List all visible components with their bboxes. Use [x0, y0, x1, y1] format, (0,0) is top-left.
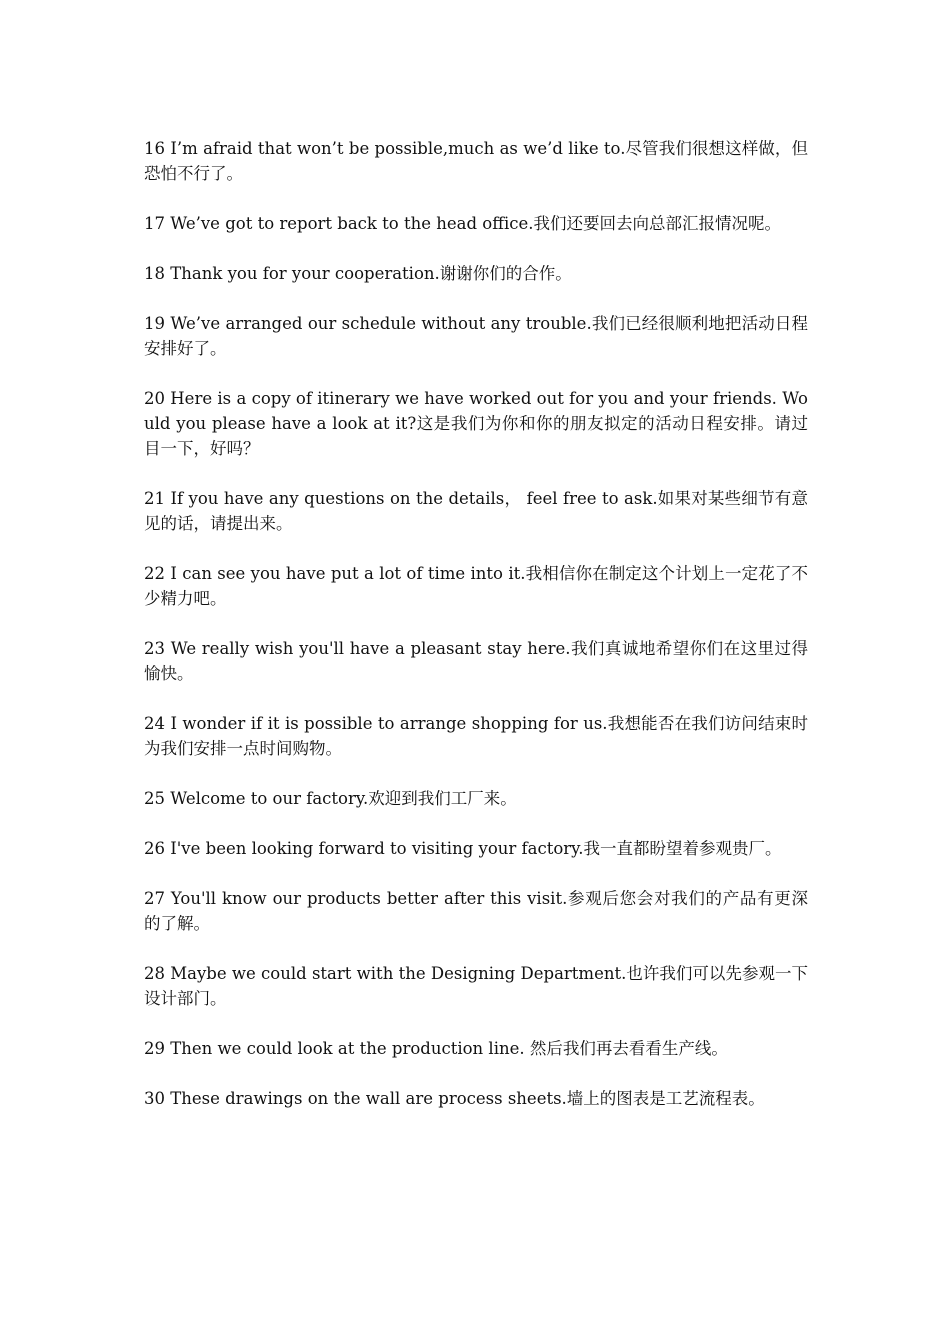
phrase-entry-17: 17 We’ve got to report back to the head office.我们还要回去向总部汇报情况呢。 — [144, 214, 781, 233]
phrase-entry-27: 27 You'll know our products better after this visit.参观后您会对我们的产品有更深的了解。 — [144, 889, 808, 933]
phrase-entry-29: 29 Then we could look at the production line. 然后我们再去看看生产线。 — [144, 1039, 728, 1058]
phrase-entry-24: 24 I wonder if it is possible to arrange shopping for us.我想能否在我们访问结束时为我们安排一点时间购物。 — [144, 714, 808, 758]
phrase-entry-23: 23 We really wish you'll have a pleasant stay here.我们真诚地希望你们在这里过得愉快。 — [144, 639, 808, 683]
phrase-entry-19: 19 We’ve arranged our schedule without any trouble.我们已经很顺利地把活动日程安排好了。 — [144, 314, 808, 358]
phrase-entry-22: 22 I can see you have put a lot of time into it.我相信你在制定这个计划上一定花了不少精力吧。 — [144, 564, 808, 608]
phrase-entry-18: 18 Thank you for your cooperation.谢谢你们的合作。 — [144, 264, 572, 283]
phrase-entry-25: 25 Welcome to our factory.欢迎到我们工厂来。 — [144, 789, 517, 808]
phrase-entry-16: 16 I’m afraid that won’t be possible,much as we’d like to.尽管我们很想这样做，但恐怕不行了。 — [144, 139, 808, 183]
phrase-entry-26: 26 I've been looking forward to visiting your factory.我一直都盼望着参观贵厂。 — [144, 839, 782, 858]
phrase-entry-28: 28 Maybe we could start with the Designing Department.也许我们可以先参观一下设计部门。 — [144, 964, 808, 1008]
phrase-entry-20: 20 Here is a copy of itinerary we have worked out for you and your friends. Would you please have a look at it?这是我们为你和你的朋友拟定的活动日程安排。请过目一下，好吗？ — [144, 389, 808, 458]
phrase-entry-21: 21 If you have any questions on the details， feel free to ask.如果对某些细节有意见的话，请提出来。 — [144, 489, 808, 533]
phrase-list — [144, 136, 808, 1136]
phrase-entry-30: 30 These drawings on the wall are process sheets.墙上的图表是工艺流程表。 — [144, 1089, 765, 1108]
